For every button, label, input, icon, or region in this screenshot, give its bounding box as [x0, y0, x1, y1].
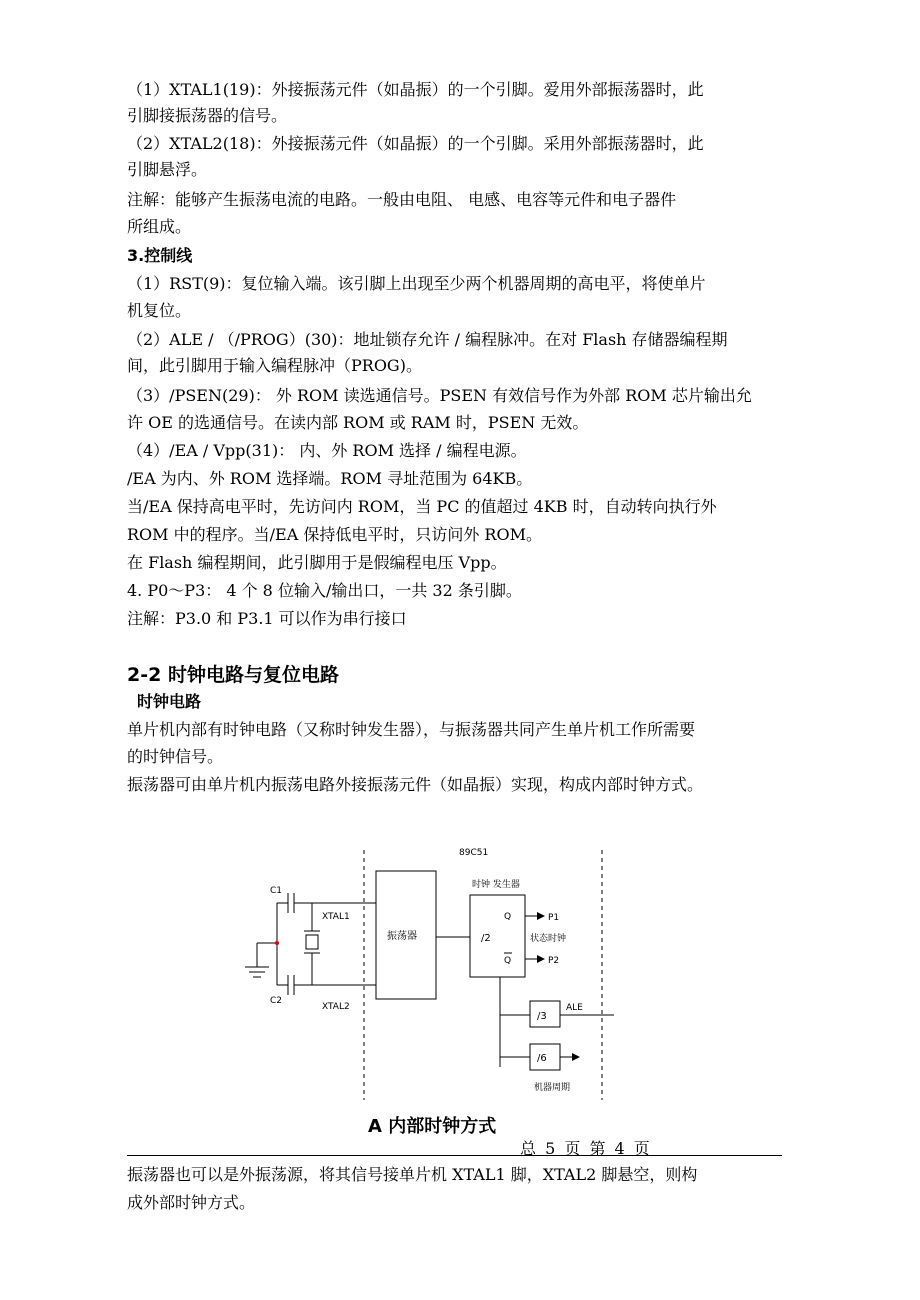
text-line: 振荡器也可以是外振荡源，将其信号接单片机 XTAL1 脚，XTAL2 脚悬空，则构 — [127, 1165, 698, 1184]
text-line: 引脚接振荡器的信号。 — [127, 106, 288, 125]
text-line: 成外部时钟方式。 — [127, 1193, 256, 1212]
text-line: 当/EA 保持高电平时，先访问内 ROM，当 PC 的值超过 4KB 时，自动转向执行外 — [127, 497, 717, 516]
text-line: 振荡器可由单片机内振荡电路外接振荡元件（如晶振）实现，构成内部时钟方式。 — [127, 775, 704, 794]
footer-rule — [127, 1155, 782, 1156]
c1-label: C1 — [270, 886, 283, 896]
text-line: 引脚悬浮。 — [127, 160, 208, 179]
junction-dot — [275, 941, 279, 945]
clock-generator-label: 时钟 发生器 — [472, 880, 520, 890]
div6-label: /6 — [537, 1053, 547, 1064]
text-line: 注解：P3.0 和 P3.1 可以作为串行接口 — [127, 609, 407, 628]
text-line: 单片机内部有时钟电路（又称时钟发生器），与振荡器共同产生单片机工作所需要 — [127, 720, 696, 739]
div3-label: /3 — [537, 1011, 547, 1022]
p1-label: P1 — [548, 913, 560, 923]
text-line: 机复位。 — [127, 301, 192, 320]
chip-label: 89C51 — [459, 848, 489, 858]
arrowhead-machine-cycle — [572, 1053, 580, 1061]
xtal1-label: XTAL1 — [322, 912, 350, 922]
c2-label: C2 — [270, 996, 283, 1006]
arrowhead-p1 — [537, 912, 545, 920]
clock-generator-block — [470, 895, 525, 977]
div2-label: /2 — [481, 933, 491, 944]
text-line: 的时钟信号。 — [127, 747, 224, 766]
machine-cycle-label: 机器周期 — [534, 1083, 571, 1093]
section-heading-control-lines: 3.控制线 — [127, 246, 193, 265]
text-line: 许 OE 的选通信号。在读内部 ROM 或 RAM 时，PSEN 无效。 — [127, 413, 589, 432]
arrowhead-p2 — [537, 955, 545, 963]
q-label: Q — [504, 912, 512, 922]
text-line: 所组成。 — [127, 217, 192, 236]
ale-label: ALE — [566, 1003, 583, 1013]
text-line: （3）/PSEN(29)： 外 ROM 读选通信号。PSEN 有效信号作为外部 ROM 芯片输出允 — [127, 386, 752, 405]
internal-clock-diagram — [230, 835, 630, 1110]
text-line: （1）XTAL1(19)：外接振荡元件（如晶振）的一个引脚。爱用外部振荡器时，此 — [127, 80, 704, 99]
text-line: （2）XTAL2(18)：外接振荡元件（如晶振）的一个引脚。采用外部振荡器时，此 — [127, 134, 704, 153]
text-line: （4）/EA / Vpp(31)： 内、外 ROM 选择 / 编程电源。 — [127, 441, 527, 460]
xtal2-label: XTAL2 — [322, 1002, 350, 1012]
text-line: 4. P0～P3： 4 个 8 位输入/输出口，一共 32 条引脚。 — [127, 581, 522, 600]
text-line: （2）ALE / （/PROG）(30)：地址锁存允许 / 编程脉冲。在对 Flash 存储器编程期 — [127, 330, 728, 349]
text-line: 在 Flash 编程期间，此引脚用于是假编程电压 Vpp。 — [127, 553, 507, 572]
text-line: 间，此引脚用于输入编程脉冲（PROG)。 — [127, 356, 422, 375]
crystal-symbol — [306, 935, 318, 949]
text-line: （1）RST(9)：复位输入端。该引脚上出现至少两个机器周期的高电平，将使单片 — [127, 274, 706, 293]
p2-label: P2 — [548, 956, 560, 966]
section-subtitle: 时钟电路 — [137, 692, 202, 711]
state-clock-label: 状态时钟 — [530, 934, 567, 944]
section-title: 2-2 时钟电路与复位电路 — [127, 664, 339, 686]
q-bar-label: Q — [504, 956, 512, 966]
text-line: ROM 中的程序。当/EA 保持低电平时，只访问外 ROM。 — [127, 525, 542, 544]
text-line: 注解：能够产生振荡电流的电路。一般由电阻、 电感、电容等元件和电子器件 — [127, 190, 677, 209]
page-footer: 总 5 页 第 4 页 — [520, 1139, 652, 1158]
oscillator-label: 振荡器 — [387, 931, 417, 942]
figure-caption: A 内部时钟方式 — [368, 1116, 497, 1137]
text-line: /EA 为内、外 ROM 选择端。ROM 寻址范围为 64KB。 — [127, 469, 533, 488]
